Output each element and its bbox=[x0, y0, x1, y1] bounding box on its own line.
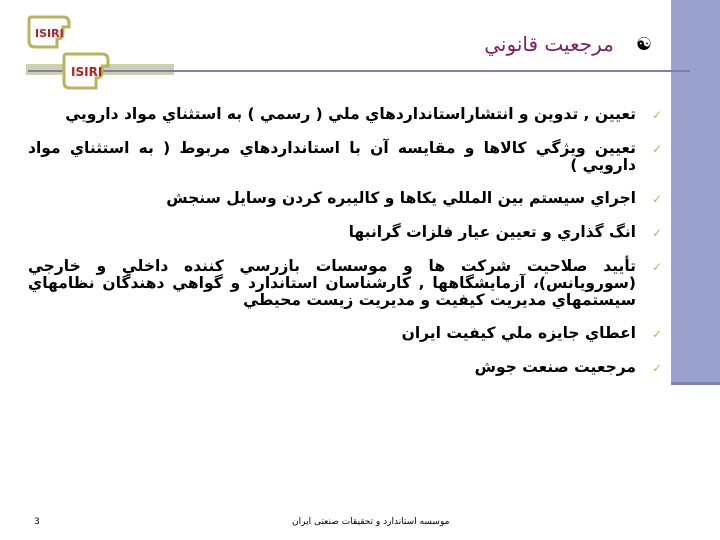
list-item bbox=[28, 325, 662, 343]
logo-text: ISIRI bbox=[35, 27, 64, 40]
list-item bbox=[28, 106, 662, 124]
isiri-logo-bottom bbox=[62, 50, 112, 92]
check-icon: ✓ bbox=[651, 361, 662, 375]
header-divider bbox=[28, 70, 690, 72]
right-bar-edge bbox=[671, 382, 720, 385]
page-number: 3 bbox=[34, 517, 40, 527]
isiri-logo-top bbox=[27, 13, 71, 51]
slide-header bbox=[484, 26, 652, 62]
check-icon: ✓ bbox=[651, 142, 662, 156]
list-item-text: اعطاي جايزه ملي كيفيت ايران bbox=[401, 324, 636, 342]
list-item-text: تأييد صلاحيت شركت ها و موسسات بازرسي كننده داخلي و خارجي (سورويانس)، آزمايشگاهها , كارشناسان استاندارد و گواهي دهندگان نظامهاي سيستمهاي مديريت كيفيت و مديريت زيست محيطي bbox=[28, 257, 636, 309]
check-icon: ✓ bbox=[651, 327, 662, 341]
slide-title: مرجعيت قانوني bbox=[484, 32, 614, 56]
bullet-list bbox=[28, 106, 662, 393]
list-item-text: اجراي سيستم بين المللي يكاها و كاليبره كردن وسايل سنجش bbox=[166, 189, 636, 207]
yin-yang-icon: ☯ bbox=[635, 33, 652, 55]
list-item bbox=[28, 140, 662, 174]
list-item bbox=[28, 359, 662, 377]
right-decorative-bar bbox=[671, 0, 720, 384]
check-icon: ✓ bbox=[651, 260, 662, 274]
list-item-text: تعيين , تدوين و انتشاراستانداردهاي ملي ( رسمي ) به استثناي مواد دارويي bbox=[65, 105, 636, 123]
check-icon: ✓ bbox=[651, 108, 662, 122]
logo-text: ISIRI bbox=[71, 65, 103, 79]
list-item bbox=[28, 224, 662, 242]
check-icon: ✓ bbox=[651, 226, 662, 240]
list-item-text: مرجعيت صنعت جوش bbox=[474, 358, 636, 376]
check-icon: ✓ bbox=[651, 192, 662, 206]
list-item bbox=[28, 258, 662, 309]
list-item bbox=[28, 190, 662, 208]
footer-organization: موسسه استاندارد و تحقیقات صنعتی ایران bbox=[292, 517, 450, 527]
list-item-text: تعيين ويژگي كالاها و مقايسه آن با استانداردهاي مربوط ( به استثناي مواد دارويي ) bbox=[28, 139, 636, 174]
list-item-text: انگ گذاري و تعيين عيار فلزات گرانبها bbox=[348, 223, 636, 241]
